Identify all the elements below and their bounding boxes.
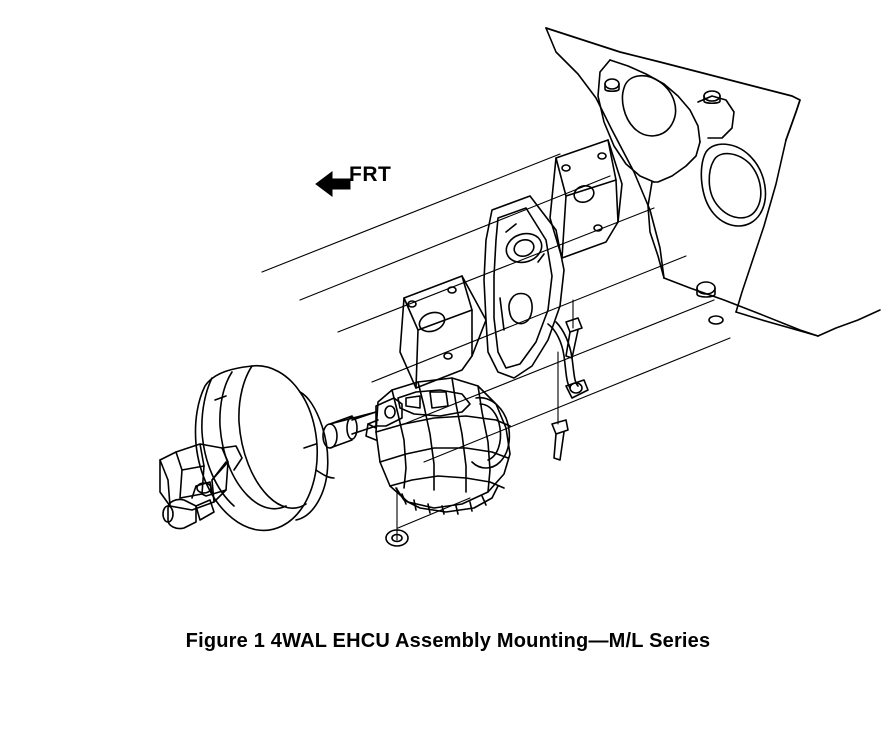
arrow-left-icon — [312, 168, 352, 200]
dash-panel-fastener-lower — [697, 282, 715, 297]
push-rod — [330, 398, 402, 434]
ehcu-assembly — [366, 378, 510, 514]
dash-panel-fastener-bottom — [709, 316, 723, 324]
mounting-bracket-upper — [550, 140, 622, 258]
power-brake-booster — [160, 366, 357, 531]
front-direction-label: FRT — [349, 163, 392, 186]
dash-panel-fastener-mid — [605, 79, 619, 91]
wiring-harness-clip — [548, 322, 588, 398]
mounting-bolt-upper — [566, 318, 582, 358]
figure-caption: Figure 1 4WAL EHCU Assembly Mounting—M/L Series — [185, 630, 711, 652]
mounting-bolt-lower — [552, 420, 568, 460]
mounting-bracket-lower — [400, 276, 486, 388]
